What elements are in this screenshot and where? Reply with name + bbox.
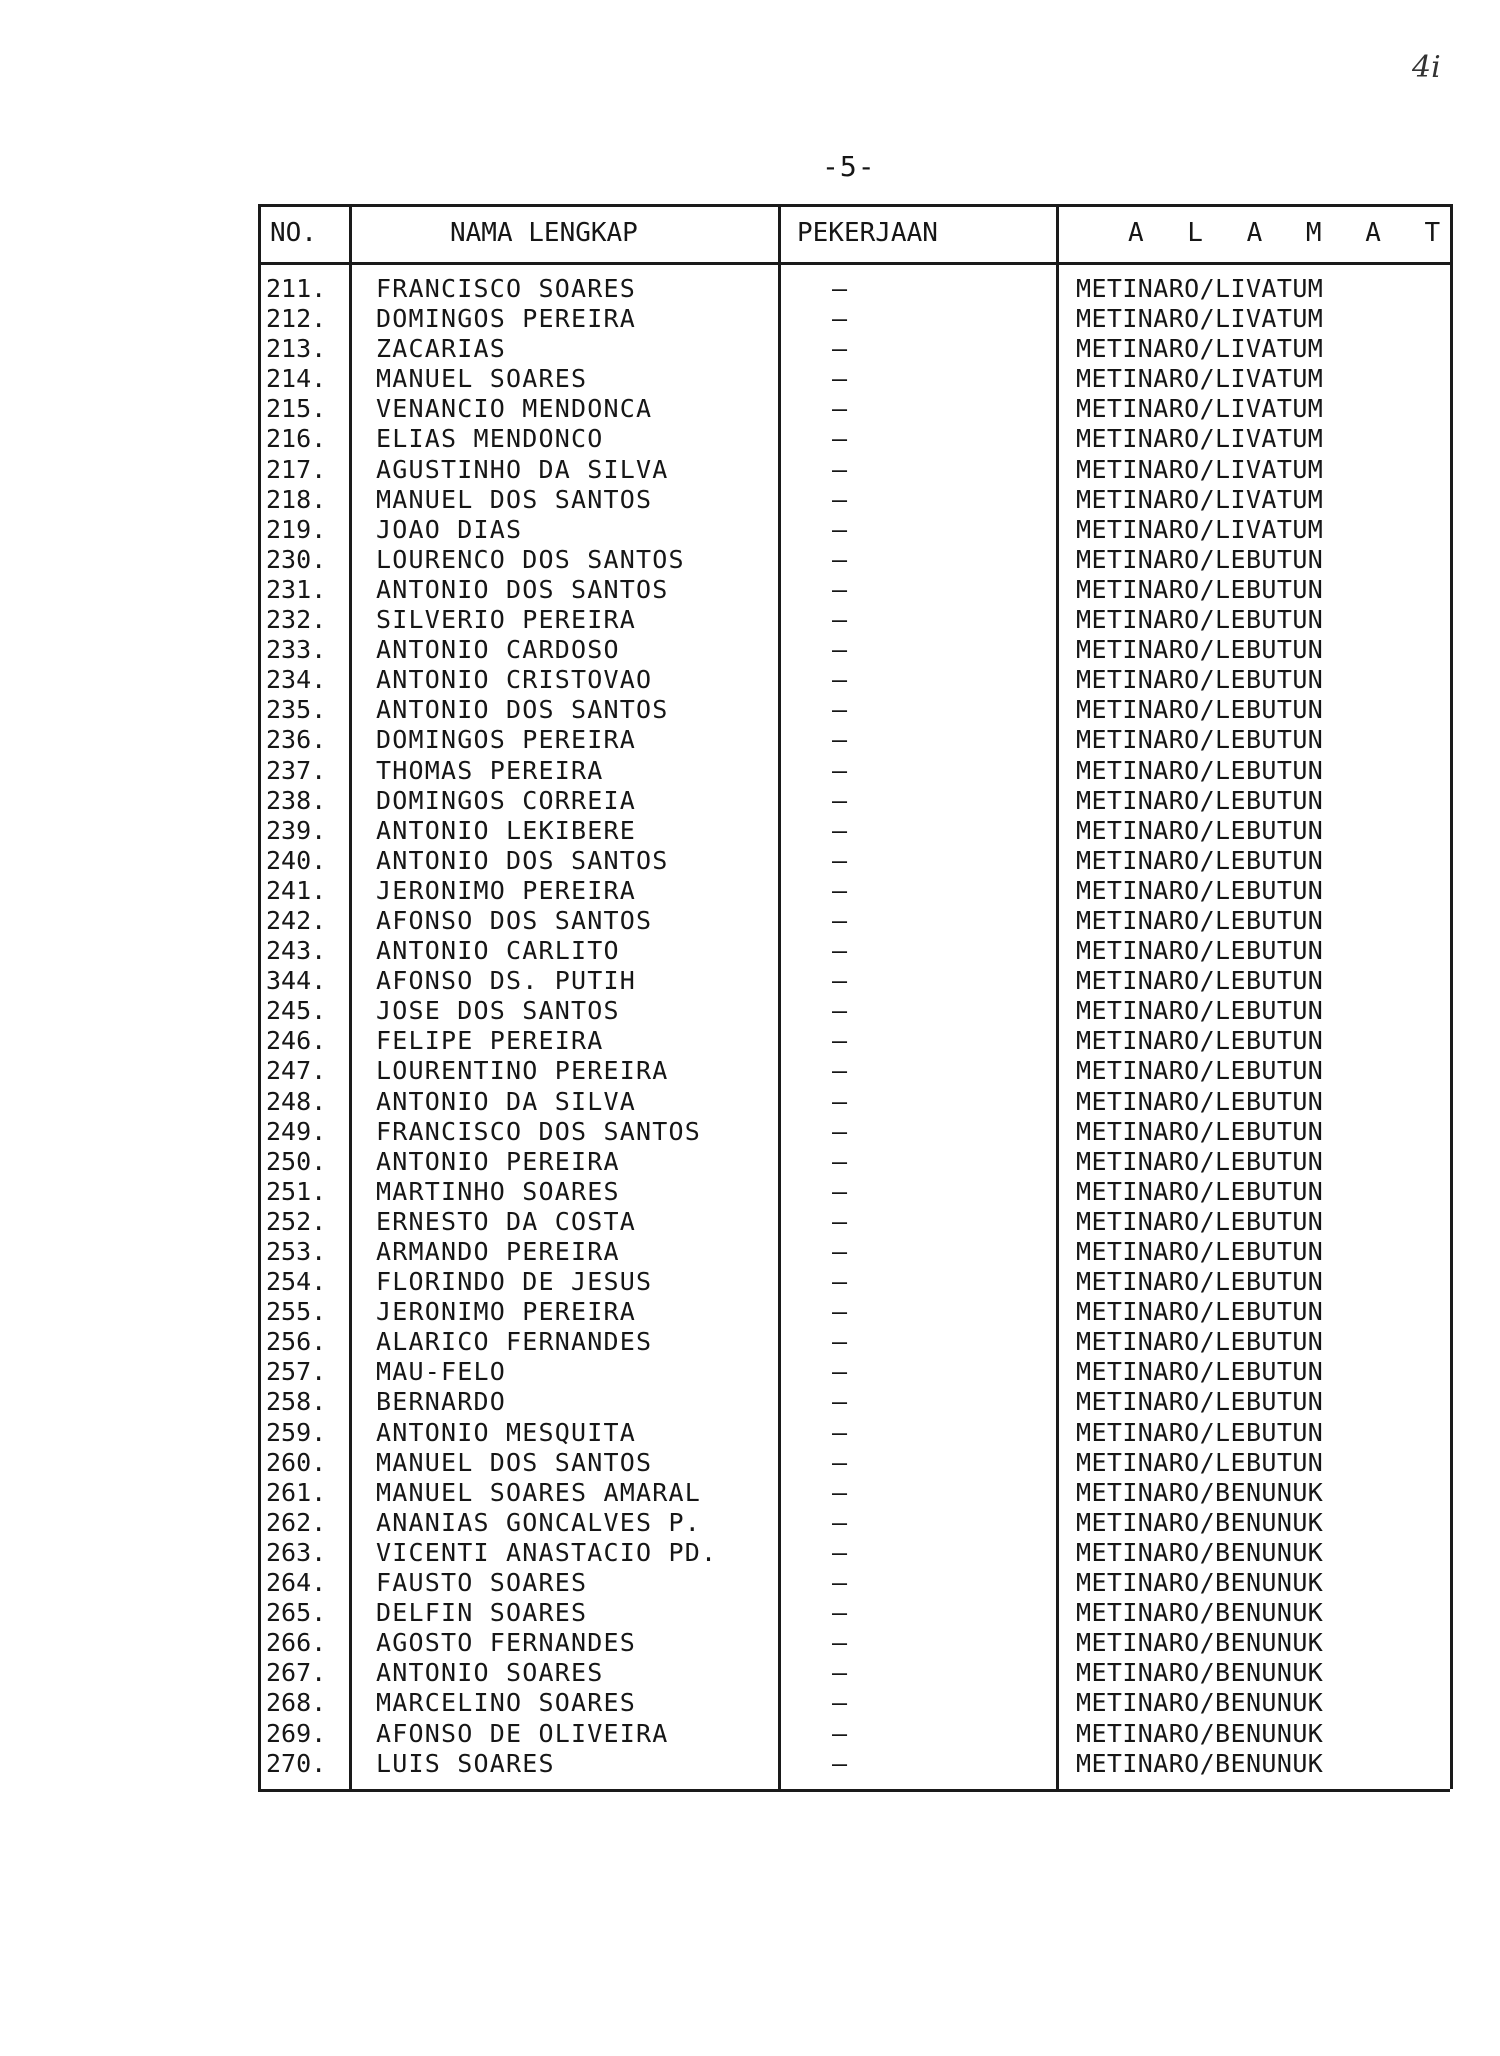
row-name: FLORINDO DE JESUS	[376, 1267, 653, 1297]
table-row	[0, 1357, 1500, 1387]
row-occupation: –	[832, 996, 848, 1026]
table-row	[0, 936, 1500, 966]
row-name: ANTONIO DOS SANTOS	[376, 845, 669, 875]
row-occupation: –	[832, 785, 848, 815]
table-row	[0, 786, 1500, 816]
row-number: 260.	[266, 1447, 327, 1477]
row-name: LOURENCO DOS SANTOS	[376, 544, 685, 574]
row-address: METINARO/BENUNUK	[1076, 1598, 1324, 1628]
row-occupation: –	[832, 1237, 848, 1266]
row-name: FELIPE PEREIRA	[376, 1026, 604, 1056]
row-occupation: –	[832, 635, 848, 665]
row-name: DOMINGOS PEREIRA	[376, 725, 637, 755]
row-occupation: –	[832, 424, 848, 454]
row-occupation: –	[832, 665, 848, 695]
table-row	[0, 455, 1500, 485]
row-number: 239.	[266, 815, 327, 845]
row-name: JOAO DIAS	[376, 514, 523, 544]
row-number: 230.	[266, 544, 327, 574]
row-name: DOMINGOS PEREIRA	[376, 304, 637, 334]
row-name: MANUEL SOARES	[376, 364, 588, 394]
row-name: AFONSO DE OLIVEIRA	[376, 1718, 669, 1748]
table-row	[0, 1508, 1500, 1538]
header-no: NO.	[270, 218, 317, 248]
row-number: 243.	[266, 936, 327, 966]
table-row	[0, 996, 1500, 1026]
row-occupation: –	[832, 1357, 848, 1387]
row-name: JOSE DOS SANTOS	[376, 996, 620, 1026]
row-number: 212.	[266, 304, 327, 334]
row-name: ZACARIAS	[376, 334, 507, 364]
table-row	[0, 1418, 1500, 1448]
table-row	[0, 695, 1500, 725]
row-occupation: –	[832, 936, 848, 966]
table-row	[0, 1297, 1500, 1327]
table-row	[0, 1387, 1500, 1417]
row-number: 259.	[266, 1417, 327, 1447]
row-occupation: –	[832, 1658, 848, 1688]
row-number: 257.	[266, 1357, 327, 1387]
row-address: METINARO/LEBUTUN	[1076, 725, 1324, 755]
row-occupation: –	[832, 1056, 848, 1086]
row-occupation: –	[832, 725, 848, 755]
row-address: METINARO/LIVATUM	[1076, 454, 1324, 484]
row-name: ANTONIO DOS SANTOS	[376, 574, 669, 604]
table-row	[0, 605, 1500, 635]
row-occupation: –	[832, 454, 848, 484]
row-occupation: –	[832, 1507, 848, 1537]
row-name: DOMINGOS CORREIA	[376, 785, 637, 815]
row-number: 267.	[266, 1658, 327, 1688]
row-number: 240.	[266, 845, 327, 875]
row-name: BERNARDO	[376, 1387, 507, 1417]
table-row	[0, 304, 1500, 334]
row-occupation: –	[832, 1477, 848, 1507]
row-number: 255.	[266, 1297, 327, 1327]
row-address: METINARO/LIVATUM	[1076, 514, 1324, 544]
row-address: METINARO/LEBUTUN	[1076, 1206, 1324, 1236]
row-number: 232.	[266, 605, 327, 635]
row-occupation: –	[832, 334, 848, 364]
row-address: METINARO/LIVATUM	[1076, 424, 1324, 454]
row-occupation: –	[832, 1387, 848, 1417]
row-name: DELFIN SOARES	[376, 1598, 588, 1628]
row-name: JERONIMO PEREIRA	[376, 875, 637, 905]
row-name: ELIAS MENDONCO	[376, 424, 604, 454]
row-name: AFONSO DS. PUTIH	[376, 966, 637, 996]
row-number: 218.	[266, 484, 327, 514]
table-body	[0, 274, 1500, 1779]
row-number: 236.	[266, 725, 327, 755]
row-address: METINARO/LEBUTUN	[1076, 966, 1324, 996]
row-number: 238.	[266, 785, 327, 815]
row-number: 269.	[266, 1718, 327, 1748]
row-address: METINARO/LIVATUM	[1076, 484, 1324, 514]
row-address: METINARO/LIVATUM	[1076, 334, 1324, 364]
row-address: METINARO/LEBUTUN	[1076, 1056, 1324, 1086]
row-number: 235.	[266, 695, 327, 725]
table-row	[0, 1087, 1500, 1117]
row-address: METINARO/LEBUTUN	[1076, 936, 1324, 966]
row-name: VENANCIO MENDONCA	[376, 394, 653, 424]
page-number: -5-	[822, 150, 876, 183]
row-address: METINARO/LIVATUM	[1076, 394, 1324, 424]
row-occupation: –	[832, 514, 848, 544]
row-number: 213.	[266, 334, 327, 364]
row-occupation: –	[832, 394, 848, 424]
row-occupation: –	[832, 1026, 848, 1056]
row-address: METINARO/LEBUTUN	[1076, 996, 1324, 1026]
table-row	[0, 846, 1500, 876]
table-row	[0, 1207, 1500, 1237]
row-number: 237.	[266, 755, 327, 785]
row-occupation: –	[832, 1417, 848, 1447]
table-row	[0, 1628, 1500, 1658]
row-name: ERNESTO DA COSTA	[376, 1206, 637, 1236]
table-row	[0, 1538, 1500, 1568]
row-occupation: –	[832, 274, 848, 303]
row-occupation: –	[832, 1267, 848, 1297]
row-address: METINARO/LEBUTUN	[1076, 1116, 1324, 1146]
table-row	[0, 1688, 1500, 1718]
row-name: AGOSTO FERNANDES	[376, 1628, 637, 1658]
table-row	[0, 1117, 1500, 1147]
table-row	[0, 575, 1500, 605]
row-address: METINARO/LEBUTUN	[1076, 605, 1324, 635]
table-row	[0, 1478, 1500, 1508]
table-row	[0, 906, 1500, 936]
row-address: METINARO/BENUNUK	[1076, 1628, 1324, 1658]
row-name: FRANCISCO DOS SANTOS	[376, 1116, 702, 1146]
table-row	[0, 424, 1500, 454]
table-row	[0, 1026, 1500, 1056]
row-number: 214.	[266, 364, 327, 394]
table-row	[0, 1598, 1500, 1628]
row-name: ANTONIO CARLITO	[376, 936, 620, 966]
table-row	[0, 545, 1500, 575]
row-name: ALARICO FERNANDES	[376, 1327, 653, 1357]
row-number: 248.	[266, 1086, 327, 1116]
row-number: 252.	[266, 1206, 327, 1236]
row-occupation: –	[832, 875, 848, 905]
row-number: 250.	[266, 1146, 327, 1176]
table-row	[0, 816, 1500, 846]
row-address: METINARO/LEBUTUN	[1076, 1267, 1324, 1297]
table-row	[0, 485, 1500, 515]
row-number: 249.	[266, 1116, 327, 1146]
row-address: METINARO/LEBUTUN	[1076, 1387, 1324, 1417]
row-occupation: –	[832, 1447, 848, 1477]
row-occupation: –	[832, 1688, 848, 1718]
table-row	[0, 966, 1500, 996]
table-row	[0, 1658, 1500, 1688]
row-occupation: –	[832, 1206, 848, 1236]
row-occupation: –	[832, 966, 848, 996]
row-occupation: –	[832, 1748, 848, 1778]
row-number: 266.	[266, 1628, 327, 1658]
row-number: 217.	[266, 454, 327, 484]
row-occupation: –	[832, 1718, 848, 1748]
row-occupation: –	[832, 1297, 848, 1327]
table-row	[0, 635, 1500, 665]
header-nama-lengkap: NAMA LENGKAP	[450, 218, 638, 248]
row-name: ANTONIO MESQUITA	[376, 1417, 637, 1447]
row-name: LOURENTINO PEREIRA	[376, 1056, 669, 1086]
row-name: MAU-FELO	[376, 1357, 507, 1387]
row-occupation: –	[832, 905, 848, 935]
row-address: METINARO/LEBUTUN	[1076, 1297, 1324, 1327]
table-row	[0, 1749, 1500, 1779]
row-number: 256.	[266, 1327, 327, 1357]
row-name: THOMAS PEREIRA	[376, 755, 604, 785]
table-row	[0, 1719, 1500, 1749]
row-name: ARMANDO PEREIRA	[376, 1237, 620, 1266]
row-occupation: –	[832, 364, 848, 394]
row-name: MARTINHO SOARES	[376, 1176, 620, 1206]
row-number: 247.	[266, 1056, 327, 1086]
row-occupation: –	[832, 1327, 848, 1357]
row-number: 211.	[266, 274, 327, 303]
row-address: METINARO/BENUNUK	[1076, 1688, 1324, 1718]
row-number: 254.	[266, 1267, 327, 1297]
row-occupation: –	[832, 1537, 848, 1567]
table-row	[0, 876, 1500, 906]
table-row	[0, 1448, 1500, 1478]
row-address: METINARO/LEBUTUN	[1076, 695, 1324, 725]
row-address: METINARO/BENUNUK	[1076, 1537, 1324, 1567]
row-occupation: –	[832, 544, 848, 574]
row-number: 233.	[266, 635, 327, 665]
table-row	[0, 394, 1500, 424]
row-occupation: –	[832, 695, 848, 725]
row-name: FRANCISCO SOARES	[376, 274, 637, 303]
row-name: SILVERIO PEREIRA	[376, 605, 637, 635]
row-number: 261.	[266, 1477, 327, 1507]
row-address: METINARO/BENUNUK	[1076, 1568, 1324, 1598]
row-address: METINARO/BENUNUK	[1076, 1658, 1324, 1688]
row-address: METINARO/LEBUTUN	[1076, 574, 1324, 604]
table-row	[0, 1147, 1500, 1177]
row-address: METINARO/LIVATUM	[1076, 364, 1324, 394]
row-name: ANTONIO PEREIRA	[376, 1146, 620, 1176]
row-name: ANTONIO DA SILVA	[376, 1086, 637, 1116]
row-occupation: –	[832, 1598, 848, 1628]
row-number: 270.	[266, 1748, 327, 1778]
row-occupation: –	[832, 1086, 848, 1116]
row-name: JERONIMO PEREIRA	[376, 1297, 637, 1327]
row-address: METINARO/LEBUTUN	[1076, 1086, 1324, 1116]
row-number: 216.	[266, 424, 327, 454]
row-number: 241.	[266, 875, 327, 905]
table-row	[0, 756, 1500, 786]
row-address: METINARO/LEBUTUN	[1076, 755, 1324, 785]
row-name: FAUSTO SOARES	[376, 1568, 588, 1598]
row-address: METINARO/LEBUTUN	[1076, 544, 1324, 574]
row-address: METINARO/LEBUTUN	[1076, 665, 1324, 695]
row-occupation: –	[832, 1146, 848, 1176]
table-row	[0, 1267, 1500, 1297]
table-row	[0, 725, 1500, 755]
header-pekerjaan: PEKERJAAN	[797, 218, 938, 248]
row-name: VICENTI ANASTACIO PD.	[376, 1537, 718, 1567]
row-address: METINARO/BENUNUK	[1076, 1507, 1324, 1537]
row-address: METINARO/LEBUTUN	[1076, 1327, 1324, 1357]
row-name: MANUEL DOS SANTOS	[376, 484, 653, 514]
row-number: 234.	[266, 665, 327, 695]
row-occupation: –	[832, 1628, 848, 1658]
row-address: METINARO/LEBUTUN	[1076, 1146, 1324, 1176]
table-row	[0, 334, 1500, 364]
row-number: 245.	[266, 996, 327, 1026]
table-row	[0, 665, 1500, 695]
row-name: MANUEL SOARES AMARAL	[376, 1477, 702, 1507]
row-address: METINARO/BENUNUK	[1076, 1477, 1324, 1507]
row-occupation: –	[832, 304, 848, 334]
row-number: 242.	[266, 905, 327, 935]
header-divider	[258, 262, 1453, 265]
table-row	[0, 515, 1500, 545]
row-name: LUIS SOARES	[376, 1748, 555, 1778]
row-address: METINARO/LIVATUM	[1076, 274, 1324, 303]
row-number: 253.	[266, 1237, 327, 1266]
row-occupation: –	[832, 845, 848, 875]
table-row	[0, 1237, 1500, 1267]
row-number: 251.	[266, 1176, 327, 1206]
row-number: 219.	[266, 514, 327, 544]
row-number: 268.	[266, 1688, 327, 1718]
row-occupation: –	[832, 1176, 848, 1206]
table-row	[0, 364, 1500, 394]
row-address: METINARO/LEBUTUN	[1076, 1026, 1324, 1056]
row-name: ANTONIO SOARES	[376, 1658, 604, 1688]
row-address: METINARO/LEBUTUN	[1076, 815, 1324, 845]
row-address: METINARO/LEBUTUN	[1076, 1447, 1324, 1477]
row-occupation: –	[832, 1568, 848, 1598]
row-name: ANTONIO DOS SANTOS	[376, 695, 669, 725]
row-name: ANTONIO LEKIBERE	[376, 815, 637, 845]
row-number: 215.	[266, 394, 327, 424]
table-row	[0, 1056, 1500, 1086]
row-address: METINARO/LEBUTUN	[1076, 1176, 1324, 1206]
row-number: 246.	[266, 1026, 327, 1056]
row-name: ANTONIO CARDOSO	[376, 635, 620, 665]
row-occupation: –	[832, 755, 848, 785]
row-occupation: –	[832, 484, 848, 514]
row-number: 264.	[266, 1568, 327, 1598]
table-row	[0, 1327, 1500, 1357]
row-number: 258.	[266, 1387, 327, 1417]
row-address: METINARO/LEBUTUN	[1076, 845, 1324, 875]
row-address: METINARO/LEBUTUN	[1076, 1417, 1324, 1447]
row-address: METINARO/LEBUTUN	[1076, 1357, 1324, 1387]
row-occupation: –	[832, 1116, 848, 1146]
row-number: 344.	[266, 966, 327, 996]
row-name: ANANIAS GONCALVES P.	[376, 1507, 702, 1537]
row-number: 262.	[266, 1507, 327, 1537]
corner-page-mark: 4i	[1412, 50, 1441, 85]
row-address: METINARO/BENUNUK	[1076, 1748, 1324, 1778]
row-name: AGUSTINHO DA SILVA	[376, 454, 669, 484]
row-address: METINARO/LEBUTUN	[1076, 905, 1324, 935]
row-number: 263.	[266, 1537, 327, 1567]
table-row	[0, 274, 1500, 304]
row-occupation: –	[832, 815, 848, 845]
row-address: METINARO/BENUNUK	[1076, 1718, 1324, 1748]
row-address: METINARO/LIVATUM	[1076, 304, 1324, 334]
row-address: METINARO/LEBUTUN	[1076, 875, 1324, 905]
row-occupation: –	[832, 605, 848, 635]
header-alamat: A L A M A T	[1128, 218, 1455, 248]
row-name: AFONSO DOS SANTOS	[376, 905, 653, 935]
table-row	[0, 1568, 1500, 1598]
row-number: 265.	[266, 1598, 327, 1628]
row-name: MARCELINO SOARES	[376, 1688, 637, 1718]
row-name: ANTONIO CRISTOVAO	[376, 665, 653, 695]
row-name: MANUEL DOS SANTOS	[376, 1447, 653, 1477]
row-address: METINARO/LEBUTUN	[1076, 785, 1324, 815]
row-address: METINARO/LEBUTUN	[1076, 1237, 1324, 1266]
row-address: METINARO/LEBUTUN	[1076, 635, 1324, 665]
row-number: 231.	[266, 574, 327, 604]
table-row	[0, 1177, 1500, 1207]
row-occupation: –	[832, 574, 848, 604]
